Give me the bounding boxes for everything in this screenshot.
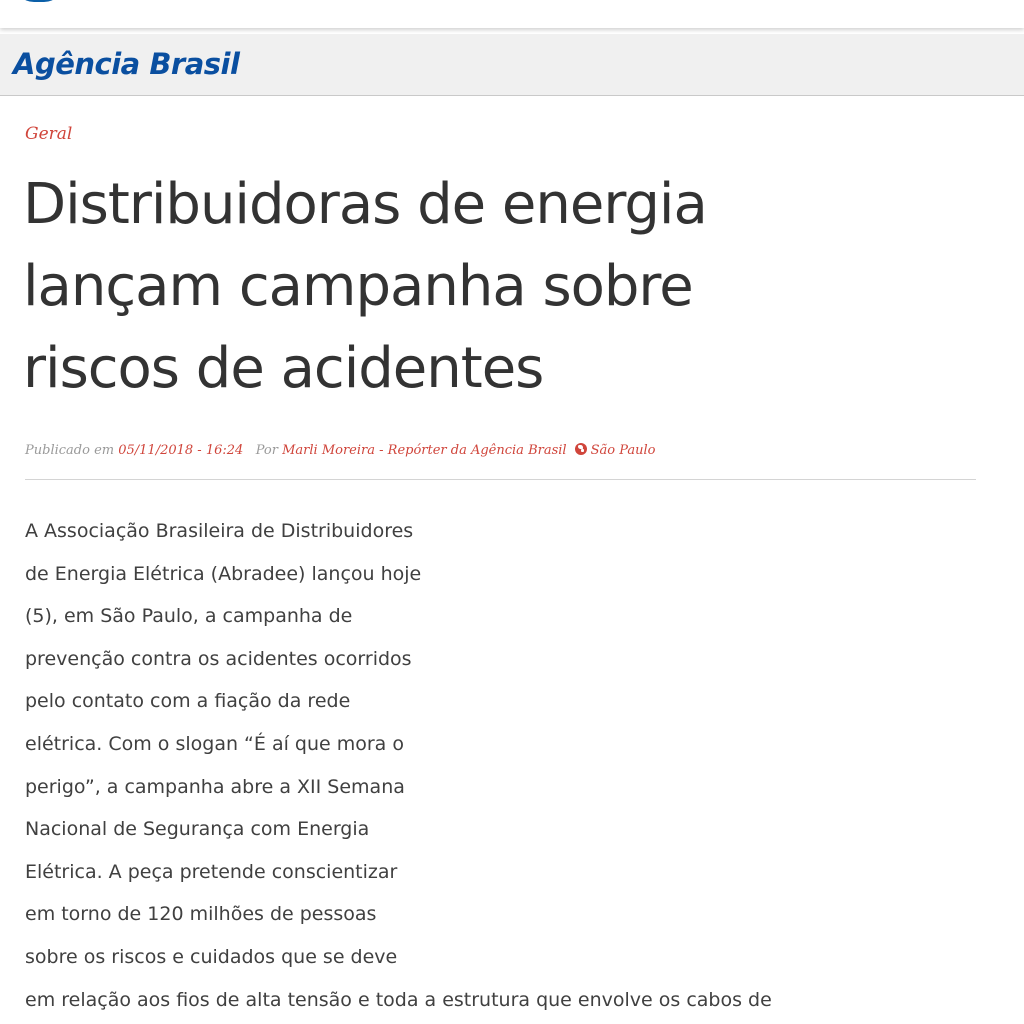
author-link[interactable]: Marli Moreira - Repórter da Agência Brasil — [282, 443, 567, 458]
article-title-line: lançam campanha sobre — [23, 254, 693, 319]
category-link[interactable]: Geral — [25, 124, 73, 144]
body-line: em torno de 120 milhões de pessoas — [25, 903, 377, 926]
globe-icon — [575, 443, 587, 455]
article-title-line: Distribuidoras de energia — [23, 172, 707, 237]
body-line: A Associação Brasileira de Distribuidores — [25, 520, 414, 542]
author-prefix: Por — [255, 443, 278, 458]
body-line: pelo contato com a fiação da rede — [25, 690, 351, 713]
top-navigation-bar — [0, 0, 1024, 28]
body-line: em relação aos fios de alta tensão e toda a estrutura que envolve os cabos de — [25, 988, 772, 1011]
meta-divider — [25, 479, 976, 480]
article-title — [23, 164, 923, 410]
location-link[interactable]: São Paulo — [590, 443, 656, 458]
brand-bar — [0, 34, 1024, 96]
body-line: sobre os riscos e cuidados que se deve — [25, 945, 398, 968]
body-line: perigo”, a campanha abre a XII Semana — [25, 775, 405, 798]
body-line: elétrica. Com o slogan “É aí que mora o — [25, 732, 404, 755]
body-line: Elétrica. A peça pretende conscientizar — [25, 860, 398, 883]
site-logo-icon[interactable] — [14, 0, 64, 2]
publish-date: 05/11/2018 - 16:24 — [118, 443, 244, 458]
body-line: prevenção contra os acidentes ocorridos — [25, 647, 412, 670]
body-line: (5), em São Paulo, a campanha de — [25, 605, 353, 628]
article-meta — [25, 443, 655, 458]
published-label: Publicado em — [25, 443, 115, 458]
body-line: Nacional de Segurança com Energia — [25, 818, 370, 841]
body-line: de Energia Elétrica (Abradee) lançou hoje — [25, 562, 422, 585]
brand-logo-link[interactable]: Agência Brasil — [13, 47, 240, 81]
article-body — [25, 510, 772, 1021]
article-title-line: riscos de acidentes — [23, 336, 544, 401]
